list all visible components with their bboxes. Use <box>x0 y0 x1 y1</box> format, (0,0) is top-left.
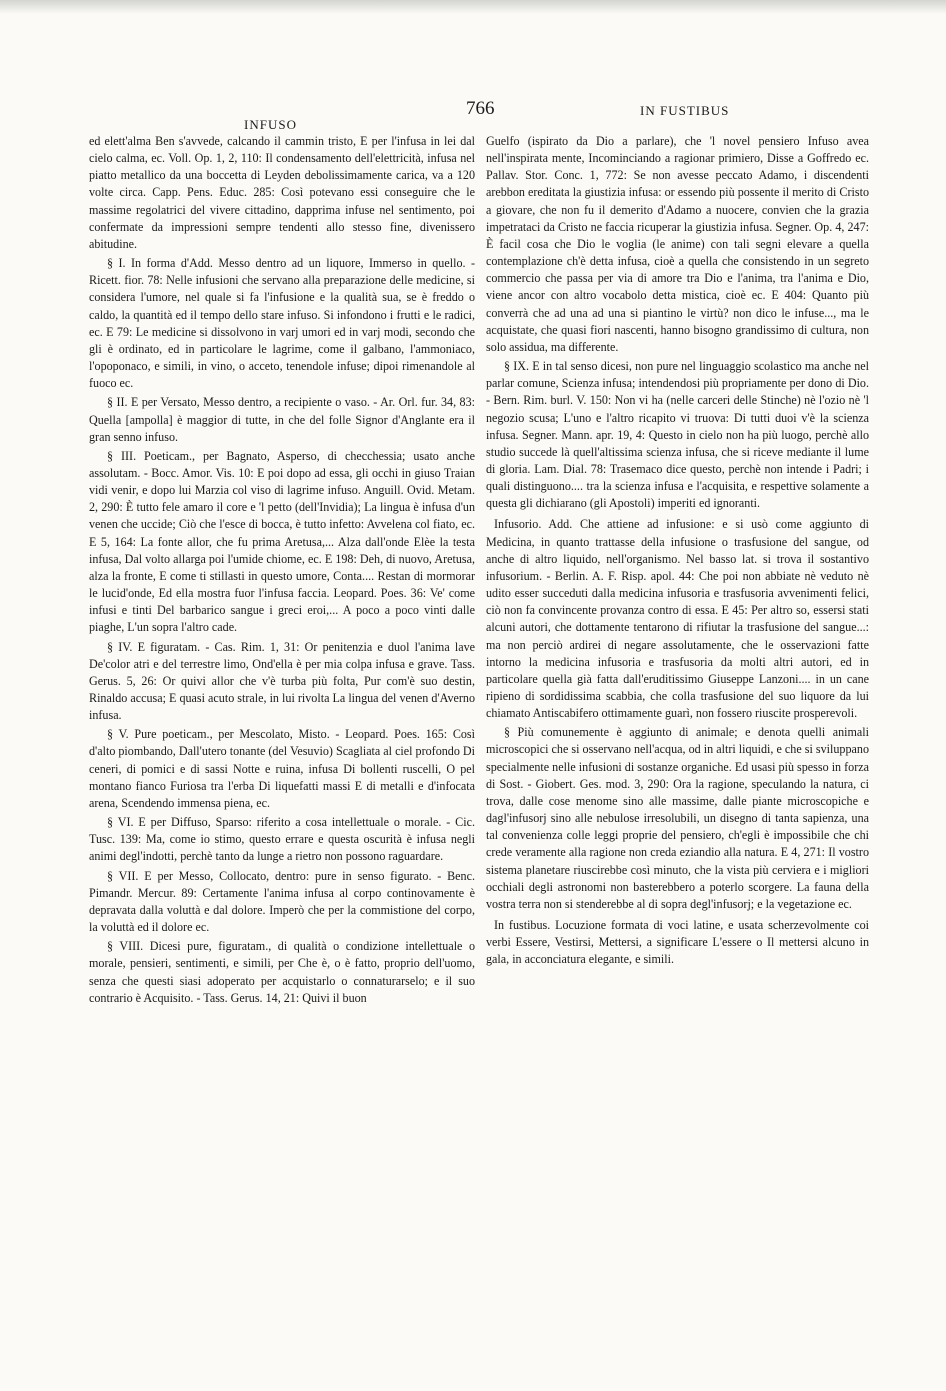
paragraph-infusorio-section: § Più comunemente è aggiunto di animale; e denota quelli animali microscopici che si osservano nell'acqua, od in altri liquidi, e che si sviluppano specialmente nelle infusioni di sostanze organiche. Ed usasi più spesso in forza di Sost. - Giobert. Ges. mod. 3, 290: Ora la ragione, speculando la natura, ci trova, dalle cose menome sino alle massime, dalle piante microscopiche e dagl'infusorj sino alle nebulose irresolubili, un disegno di tanta sapienza, una tal convenienza colle leggi proprie del pensiero, ch'egli è impossibile che chi crede veramente alla ragione non creda eziandio alla natura. E 4, 271: Il vostro sistema planetare riuscirebbe così minuto, che la vista più cerviera e i migliori occhiali degli astronomi non basterebbero a poterlo scorgere. La fauna della vostra terra non si stenderebbe al di sopra degl'infusorj; e la vegetazione ec. <box>486 725 869 911</box>
running-head-left: INFUSO <box>244 117 297 132</box>
page-number: 766 <box>466 98 495 119</box>
paragraph-section-3: § III. Poeticam., per Bagnato, Asperso, di checchessia; usato anche assolutam. - Bocc. Amor. Vis. 10: E poi dopo ad essa, gli occhi in giuso Traian vidi venir, e dopo lui Marzia col viso di lagrime infuso. Anguill. Ovid. Metam. 2, 290: È tutto fele amaro il core e 'l petto (dell'Invidia); La lingua è infusa d'un venen che uccide; Ciò che l'esce di bocca, è tutto infetto: Avvelena col fiato, ec. E 5, 164: La fonte allor, che fu prima Aretusa,... Alza dall'onde Elèe la testa infusa, Dal volto allarga poi l'umide chiome, ec. E 198: Deh, di nuovo, Aretusa, alza la fronte, E come ti stillasti in questo umore, Conta.... Restan di mormorar le lucid'onde, Ed ella mostra fuor l'infusa faccia. Leopard. Poes. 36: Ve' come infusi e tinti Del barbarico sangue i greci eroi,... A poco a poco vinti dalle piaghe, L'un sopra l'altro cade. <box>89 448 475 635</box>
paragraph-continuation: Guelfo (ispirato da Dio a parlare), che 'l novel pensiero Infuso avea nell'inspirata mente, Incominciando a ragionar primiero, Disse a Goffredo ec. Pallav. Stor. Conc. 1, 772: Se non avesse peccato Adamo, i discendenti arebbon ereditata la giustizia infusa: or essendo più possente il merito di Cristo a giovare, che non fu il demerito d'Adamo a nuocere, convien che la grazia impetrataci da Cristo ne faccia ricuperar la giustizia infusa. Segner. Op. 4, 247: È facil cosa che Dio le voglia (le anime) con tali segni elevare a quella contemplazione ch'è detta infusa, cioè a quella che consistendo in un segreto commercio che passa per via di amore tra Dio e l'anima, tra l'anima e Dio, viene ancor con altro vocabolo detta mistica, cioè ec. E 404: Quanto più converrà che ad una ad una si piantino le virtù? non dico le infuse..., ma le acquistate, che quasi fiori nascenti, hanno bisogno grandissimo di cultura, non solo assidua, ma differente. <box>486 134 869 354</box>
paragraph-section-1: § I. In forma d'Add. Messo dentro ad un liquore, Immerso in quello. - Ricett. fior. 78: Nelle infusioni che servano alla preparazione delle medicine, si considera l'umore, nel quale si fa l'infusione e la qualità sua, se è freddo o caldo, la quantità ed il tempo dello stare infuso. Si infondono i frutti e le radici, ec. E 79: Le medicine si dissolvono in varj umori ed in varj modi, secondo che gli è ordinato, ed in particolare le lagrime, come il galbano, l'ammoniaco, l'opoponaco, e simili, in vino, o acceto, tenendole infuse; dipoi rimenandole al fuoco ec. <box>89 256 475 391</box>
paragraph-section-7: § VII. E per Messo, Collocato, dentro: pure in senso figurato. - Benc. Pimandr. Mercur. 89: Certamente l'anima infusa al corpo continovamente è depravata dalla voluttà e dal dolore. Imperò che per la commistione del corpo, la voluttà ed il dolore ec. <box>89 868 475 935</box>
scan-top-edge <box>0 0 946 14</box>
left-column <box>89 133 475 1009</box>
paragraph-section-2: § II. E per Versato, Messo dentro, a recipiente o vaso. - Ar. Orl. fur. 34, 83: Quella [ampolla] è maggior di tutte, in che del folle Signor d'Anglante era il gran senno infuso. <box>89 395 475 444</box>
right-column <box>486 133 869 971</box>
paragraph-section-4: § IV. E figuratam. - Cas. Rim. 1, 31: Or penitenzia e duol l'anima lave De'color atri e del terrestre limo, Ond'ella è per mia colpa infusa e grave. Tass. Gerus. 5, 26: Or quivi allor che v'è turba più folta, Pur com'è suo destin, Rinaldo accusa; E quasi acuto strale, in lui rivolta La lingua del venen d'Averno infusa. <box>89 639 475 723</box>
paragraph-section-6: § VI. E per Diffuso, Sparso: riferito a cosa intellettuale o morale. - Cic. Tusc. 139: Ma, come io stimo, questo errare e questa oscurità è infusa negli animi degl'indotti, perchè tanto da lunge a rietro non possono raguardare. <box>89 815 475 864</box>
paragraph-continuation: ed elett'alma Ben s'avvede, calcando il cammin tristo, E per l'infusa in lei dal cielo calma, ec. Voll. Op. 1, 2, 110: Il condensamento dell'elettricità, infusa nel piatto metallico da una boccetta di Leyden debolissimamente carica, va a 120 volte circa. Capp. Pens. Educ. 285: Così potevano essi conseguire che le massime regolatrici del vivere cittadino, dapprima infuse nel sentimento, poi confermate da impressioni sempre tendenti allo stesso fine, divenissero abitudine. <box>89 134 475 251</box>
paragraph-section-9: § IX. E in tal senso dicesi, non pure nel linguaggio scolastico ma anche nel parlar comune, Scienza infusa; intendendosi più propriamente per dono di Dio. - Bern. Rim. burl. V. 150: Non vi ha (nelle carceri delle Stinche) nè l'ozio nè 'l negozio scusa; L'uno e l'altro ricapito vi truova: Di tutti duoi v'è la scienza infusa. Segner. Mann. apr. 19, 4: Questo in cielo non ha più luogo, perchè allo studio succede là quell'altissima scienza infusa, che si riceve mediante il lume di gloria. Lam. Dial. 78: Trasemaco dice questo, perchè non intende i Padri; i quali distinguono.... tra la scienza infusa e l'acquisita, e respettive solamente a questa gli dichiarano (gli Apostoli) imperiti ed ignoranti. <box>486 359 869 511</box>
running-head-right: IN FUSTIBUS <box>640 103 730 118</box>
paragraph-section-8: § VIII. Dicesi pure, figuratam., di qualità o condizione intellettuale o morale, pensieri, sentimenti, e simili, per Che è, o è fatto, proprio dell'uomo, senza che questi siasi adoperato per acquistarlo o connaturarselo; e il suo contrario è Acquisito. - Tass. Gerus. 14, 21: Quivi il buon <box>89 939 475 1005</box>
paragraph-section-5: § V. Pure poeticam., per Mescolato, Misto. - Leopard. Poes. 165: Così d'alto piombando, Dall'utero tonante (del Vesuvio) Scagliata al ciel profondo Di ceneri, di pomici e di sassi Notte e ruina, infusa Di bollenti ruscelli, O pel montano fianco Furiosa tra l'erba Di liquefatti massi E di metalli e d'infocata arena, Scendendo immensa piena, ec. <box>89 727 475 810</box>
entry-in-fustibus: In fustibus. Locuzione formata di voci latine, e usata scherzevolmente coi verbi Essere, Vestirsi, Mettersi, a significare L'essere o Il mettersi alcuno in gala, in acconciatura elegante, e simili. <box>486 918 869 967</box>
entry-infusorio: Infusorio. Add. Che attiene ad infusione: e si usò come aggiunto di Medicina, in quanto trattasse della infusione o trasfusione del sangue, od anche di altro liquido, nell'organismo. Nel basso lat. si trova il sostantivo infusorium. - Berlin. A. F. Risp. apol. 44: Che poi non abbiate nè veduto nè udito esser succeduti dalla medicina infusoria e trasfusoria avvenimenti felici, ciò non fa convincente provanza contro di essa. E 45: Per altro so, essersi stati alcuni autori, che dottamente tentarono di rifiutar la trasfusione del sangue...: ma non perciò ardirei di negare assolutamente, che le osservazioni fatte intorno la medicina infusoria e trasfusoria da molti altri autori, ed in particolare quella già fatta dall'eruditissimo Giuseppe Lanzoni.... in un cane ripieno di sordidissima scabbia, che colla trasfusione del suo liquore da lui chiamato Antiscabifero ottimamente guarì, non fossero riuscite prosperevoli. <box>486 517 869 721</box>
